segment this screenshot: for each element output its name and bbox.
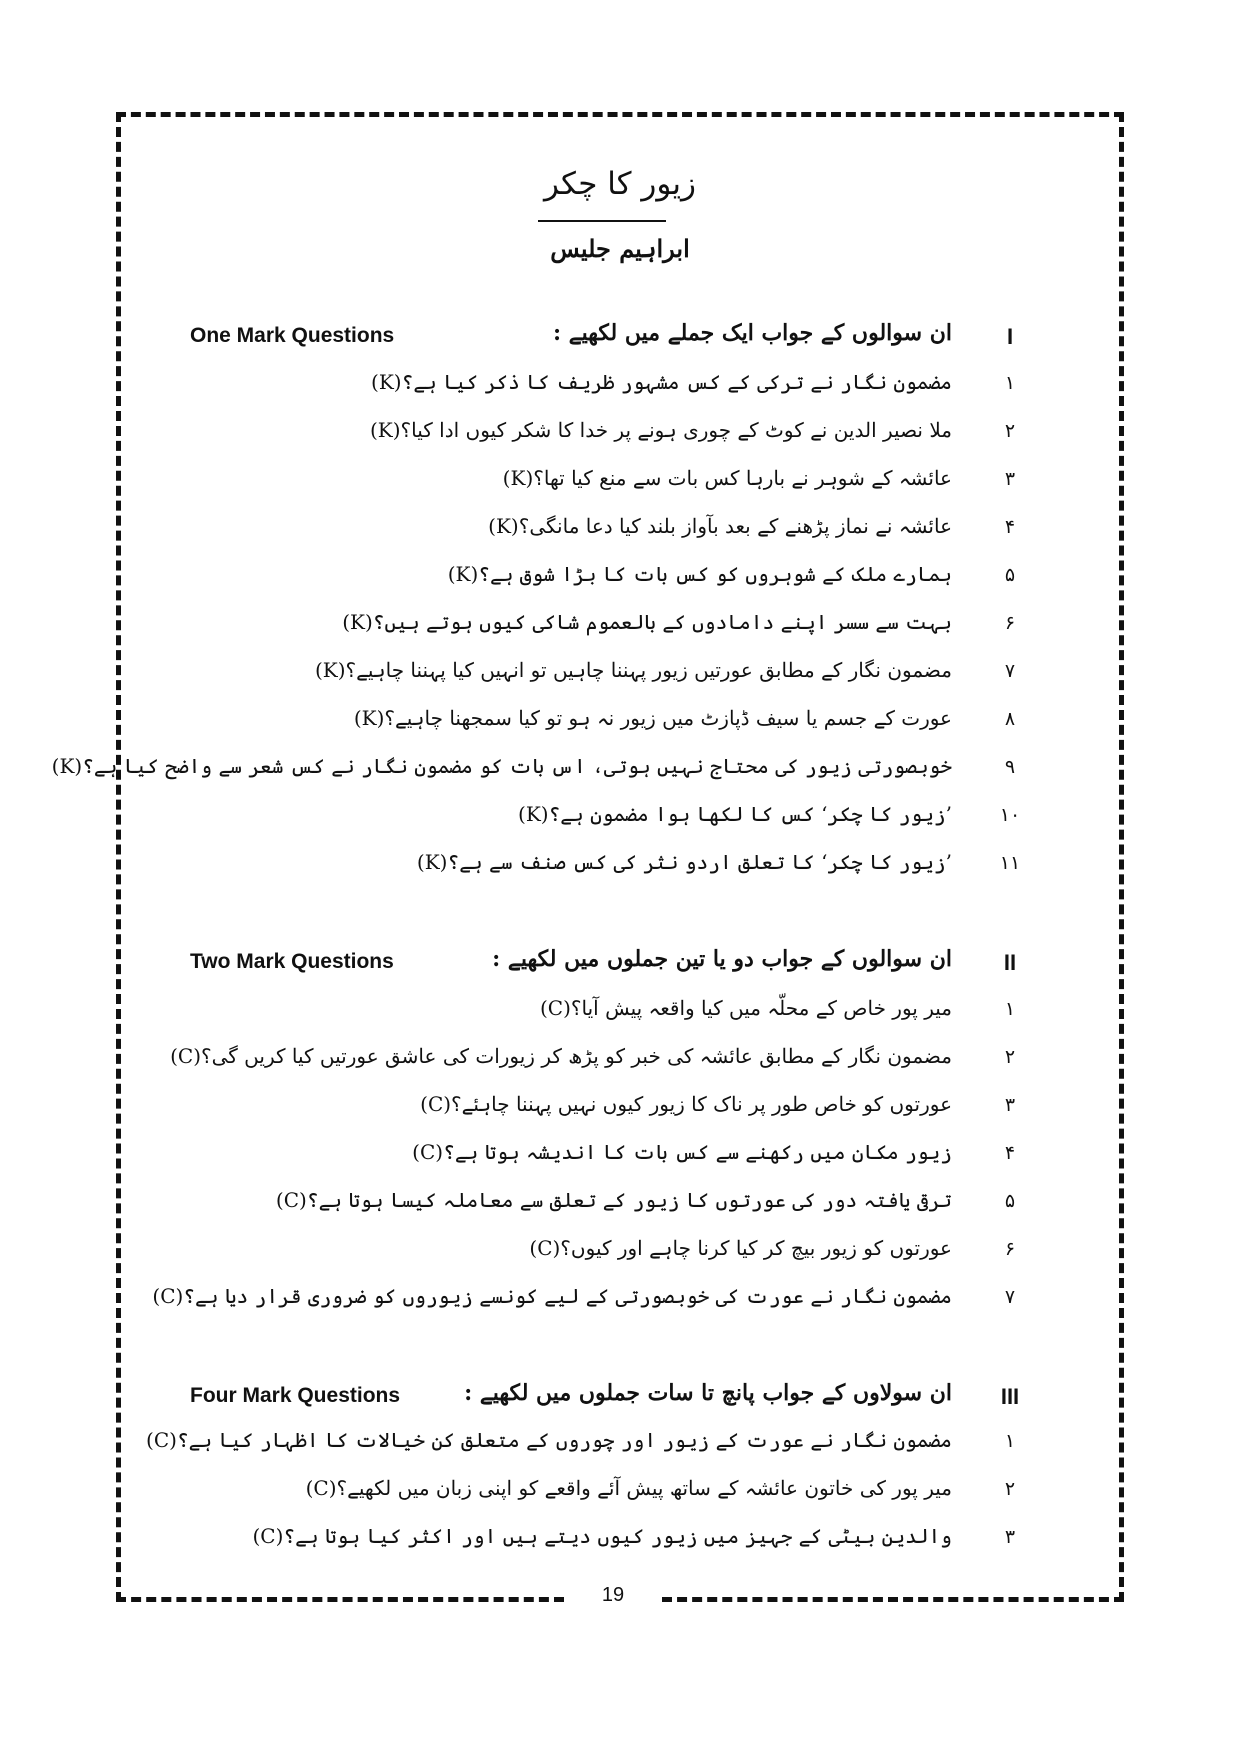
question-item xyxy=(160,1044,1040,1080)
question-text: عائشہ کے شوہر نے بارہا کس بات سے منع کیا تھا؟(K) xyxy=(502,466,952,490)
question-item xyxy=(160,1188,1040,1224)
question-item xyxy=(51,754,1040,790)
question-item xyxy=(160,1236,1040,1272)
chapter-title: زیور کا چکر xyxy=(544,166,696,202)
question-item xyxy=(160,658,1040,694)
question-item xyxy=(160,706,1040,742)
question-text: ’زیور کا چکر‘ کا تعلق اردو نثر کی کس صنف سے ہے؟(K) xyxy=(416,850,952,874)
question-text: مضمون نگار کے مطابق عورتیں زیور پہننا چاہیں تو انہیں کیا پہننا چاہیے؟(K) xyxy=(314,658,952,682)
question-text: زیور مکان میں رکھنے سے کس بات کا اندیشہ ہوتا ہے؟(C) xyxy=(412,1140,952,1164)
section-english-label: One Mark Questions xyxy=(190,324,395,347)
section-heading-four-mark xyxy=(160,1380,1040,1420)
section-roman-numeral: III xyxy=(1000,1384,1020,1409)
question-text: عورتوں کو زیور بیچ کر کیا کرنا چاہے اور کیوں؟(C) xyxy=(529,1236,952,1260)
question-text: میر پور کی خاتون عائشہ کے ساتھ پیش آئے واقعے کو اپنی زبان میں لکھیے؟(C) xyxy=(305,1476,952,1500)
question-number: ۷ xyxy=(1004,1286,1016,1308)
question-item xyxy=(160,562,1040,598)
question-number: ۱ xyxy=(1004,998,1016,1020)
section-heading-two-mark xyxy=(160,946,1040,986)
section-english-label: Four Mark Questions xyxy=(190,1384,401,1407)
question-number: ۵ xyxy=(1004,564,1016,586)
question-text: ہمارے ملک کے شوہروں کو کس بات کا بڑا شوق ہے؟(K) xyxy=(447,562,952,586)
section-instruction: ان سولاوں کے جواب پانچ تا سات جملوں میں لکھیے : xyxy=(464,1380,952,1406)
question-item xyxy=(146,1428,1040,1464)
section-instruction: ان سوالوں کے جواب ایک جملے میں لکھیے : xyxy=(552,320,952,346)
section-roman-numeral: II xyxy=(1003,950,1017,975)
chapter-author: ابراہیم جلیس xyxy=(550,234,690,263)
question-item xyxy=(160,514,1040,550)
question-text: ملا نصیر الدین نے کوٹ کے چوری ہونے پر خدا کا شکر کیوں ادا کیا؟(K) xyxy=(369,418,952,442)
question-item xyxy=(160,418,1040,454)
question-number: ۷ xyxy=(1004,660,1016,682)
question-number: ۴ xyxy=(1004,516,1016,538)
question-text: مضمون نگار نے عورت کی خوبصورتی کے لیے کونسے زیوروں کو ضروری قرار دیا ہے؟(C) xyxy=(152,1284,952,1308)
question-number: ۳ xyxy=(1004,1526,1016,1548)
question-text: مضمون نگار نے ترکی کے کس مشہور ظریف کا ذکر کیا ہے؟(K) xyxy=(371,370,952,394)
question-number: ۱۱ xyxy=(999,852,1021,874)
page-border-bottom-right xyxy=(662,1597,1124,1602)
question-text: والدین بیٹی کے جہیز میں زیور کیوں دیتے ہیں اور اکثر کیا ہوتا ہے؟(C) xyxy=(252,1524,952,1548)
question-text: عورتوں کو خاص طور پر ناک کا زیور کیوں نہیں پہننا چاہئے؟(C) xyxy=(420,1092,952,1116)
question-item xyxy=(160,466,1040,502)
question-item xyxy=(152,1284,1040,1320)
question-text: ’زیور کا چکر‘ کس کا لکھا ہوا مضمون ہے؟(K) xyxy=(518,802,952,826)
page-number: 19 xyxy=(601,1584,625,1606)
question-item xyxy=(160,610,1040,646)
section-instruction: ان سوالوں کے جواب دو یا تین جملوں میں لکھیے : xyxy=(492,946,952,972)
question-number: ۵ xyxy=(1004,1190,1016,1212)
question-text: مضمون نگار نے عورت کے زیور اور چوروں کے متعلق کن خیالات کا اظہار کیا ہے؟(C) xyxy=(146,1428,952,1452)
section-roman-numeral: I xyxy=(1006,324,1014,349)
question-number: ۱ xyxy=(1004,1430,1016,1452)
question-item xyxy=(160,1140,1040,1176)
question-item xyxy=(160,1524,1040,1560)
question-item xyxy=(160,802,1040,838)
question-item xyxy=(160,1476,1040,1512)
question-text: عائشہ نے نماز پڑھنے کے بعد بآواز بلند کیا دعا مانگی؟(K) xyxy=(488,514,952,538)
question-text: خوبصورتی زیور کی محتاج نہیں ہوتی، اس بات کو مضمون نگار نے کس شعر سے واضح کیا ہے؟(K) xyxy=(51,754,952,778)
question-number: ۹ xyxy=(1004,756,1016,778)
question-number: ۶ xyxy=(1004,1238,1016,1260)
question-number: ۲ xyxy=(1004,420,1016,442)
section-english-label: Two Mark Questions xyxy=(190,950,394,973)
question-number: ۳ xyxy=(1004,468,1016,490)
question-text: ترقی یافتہ دور کی عورتوں کا زیور کے تعلق سے معاملہ کیسا ہوتا ہے؟(C) xyxy=(275,1188,952,1212)
question-number: ۳ xyxy=(1004,1094,1016,1116)
page-border-bottom-left xyxy=(116,1597,564,1602)
question-number: ۲ xyxy=(1004,1478,1016,1500)
question-number: ۱ xyxy=(1004,372,1016,394)
question-text: مضمون نگار کے مطابق عائشہ کی خبر کو پڑھ کر زیورات کی عاشق عورتیں کیا کریں گی؟(C) xyxy=(170,1044,952,1068)
title-underline xyxy=(538,220,666,222)
question-number: ۸ xyxy=(1004,708,1016,730)
question-text: بہت سے سسر اپنے دامادوں کے بالعموم شاکی کیوں ہوتے ہیں؟(K) xyxy=(342,610,952,634)
question-number: ۱۰ xyxy=(999,804,1021,826)
question-item xyxy=(160,1092,1040,1128)
question-item xyxy=(160,370,1040,406)
question-text: عورت کے جسم یا سیف ڈپازٹ میں زیور نہ ہو تو کیا سمجھنا چاہیے؟(K) xyxy=(353,706,952,730)
question-item xyxy=(160,850,1040,886)
question-number: ۲ xyxy=(1004,1046,1016,1068)
question-item xyxy=(160,996,1040,1032)
section-heading-one-mark xyxy=(160,320,1040,360)
question-text: میر پور خاص کے محلّہ میں کیا واقعہ پیش آیا؟(C) xyxy=(539,996,952,1020)
question-number: ۴ xyxy=(1004,1142,1016,1164)
question-number: ۶ xyxy=(1004,612,1016,634)
